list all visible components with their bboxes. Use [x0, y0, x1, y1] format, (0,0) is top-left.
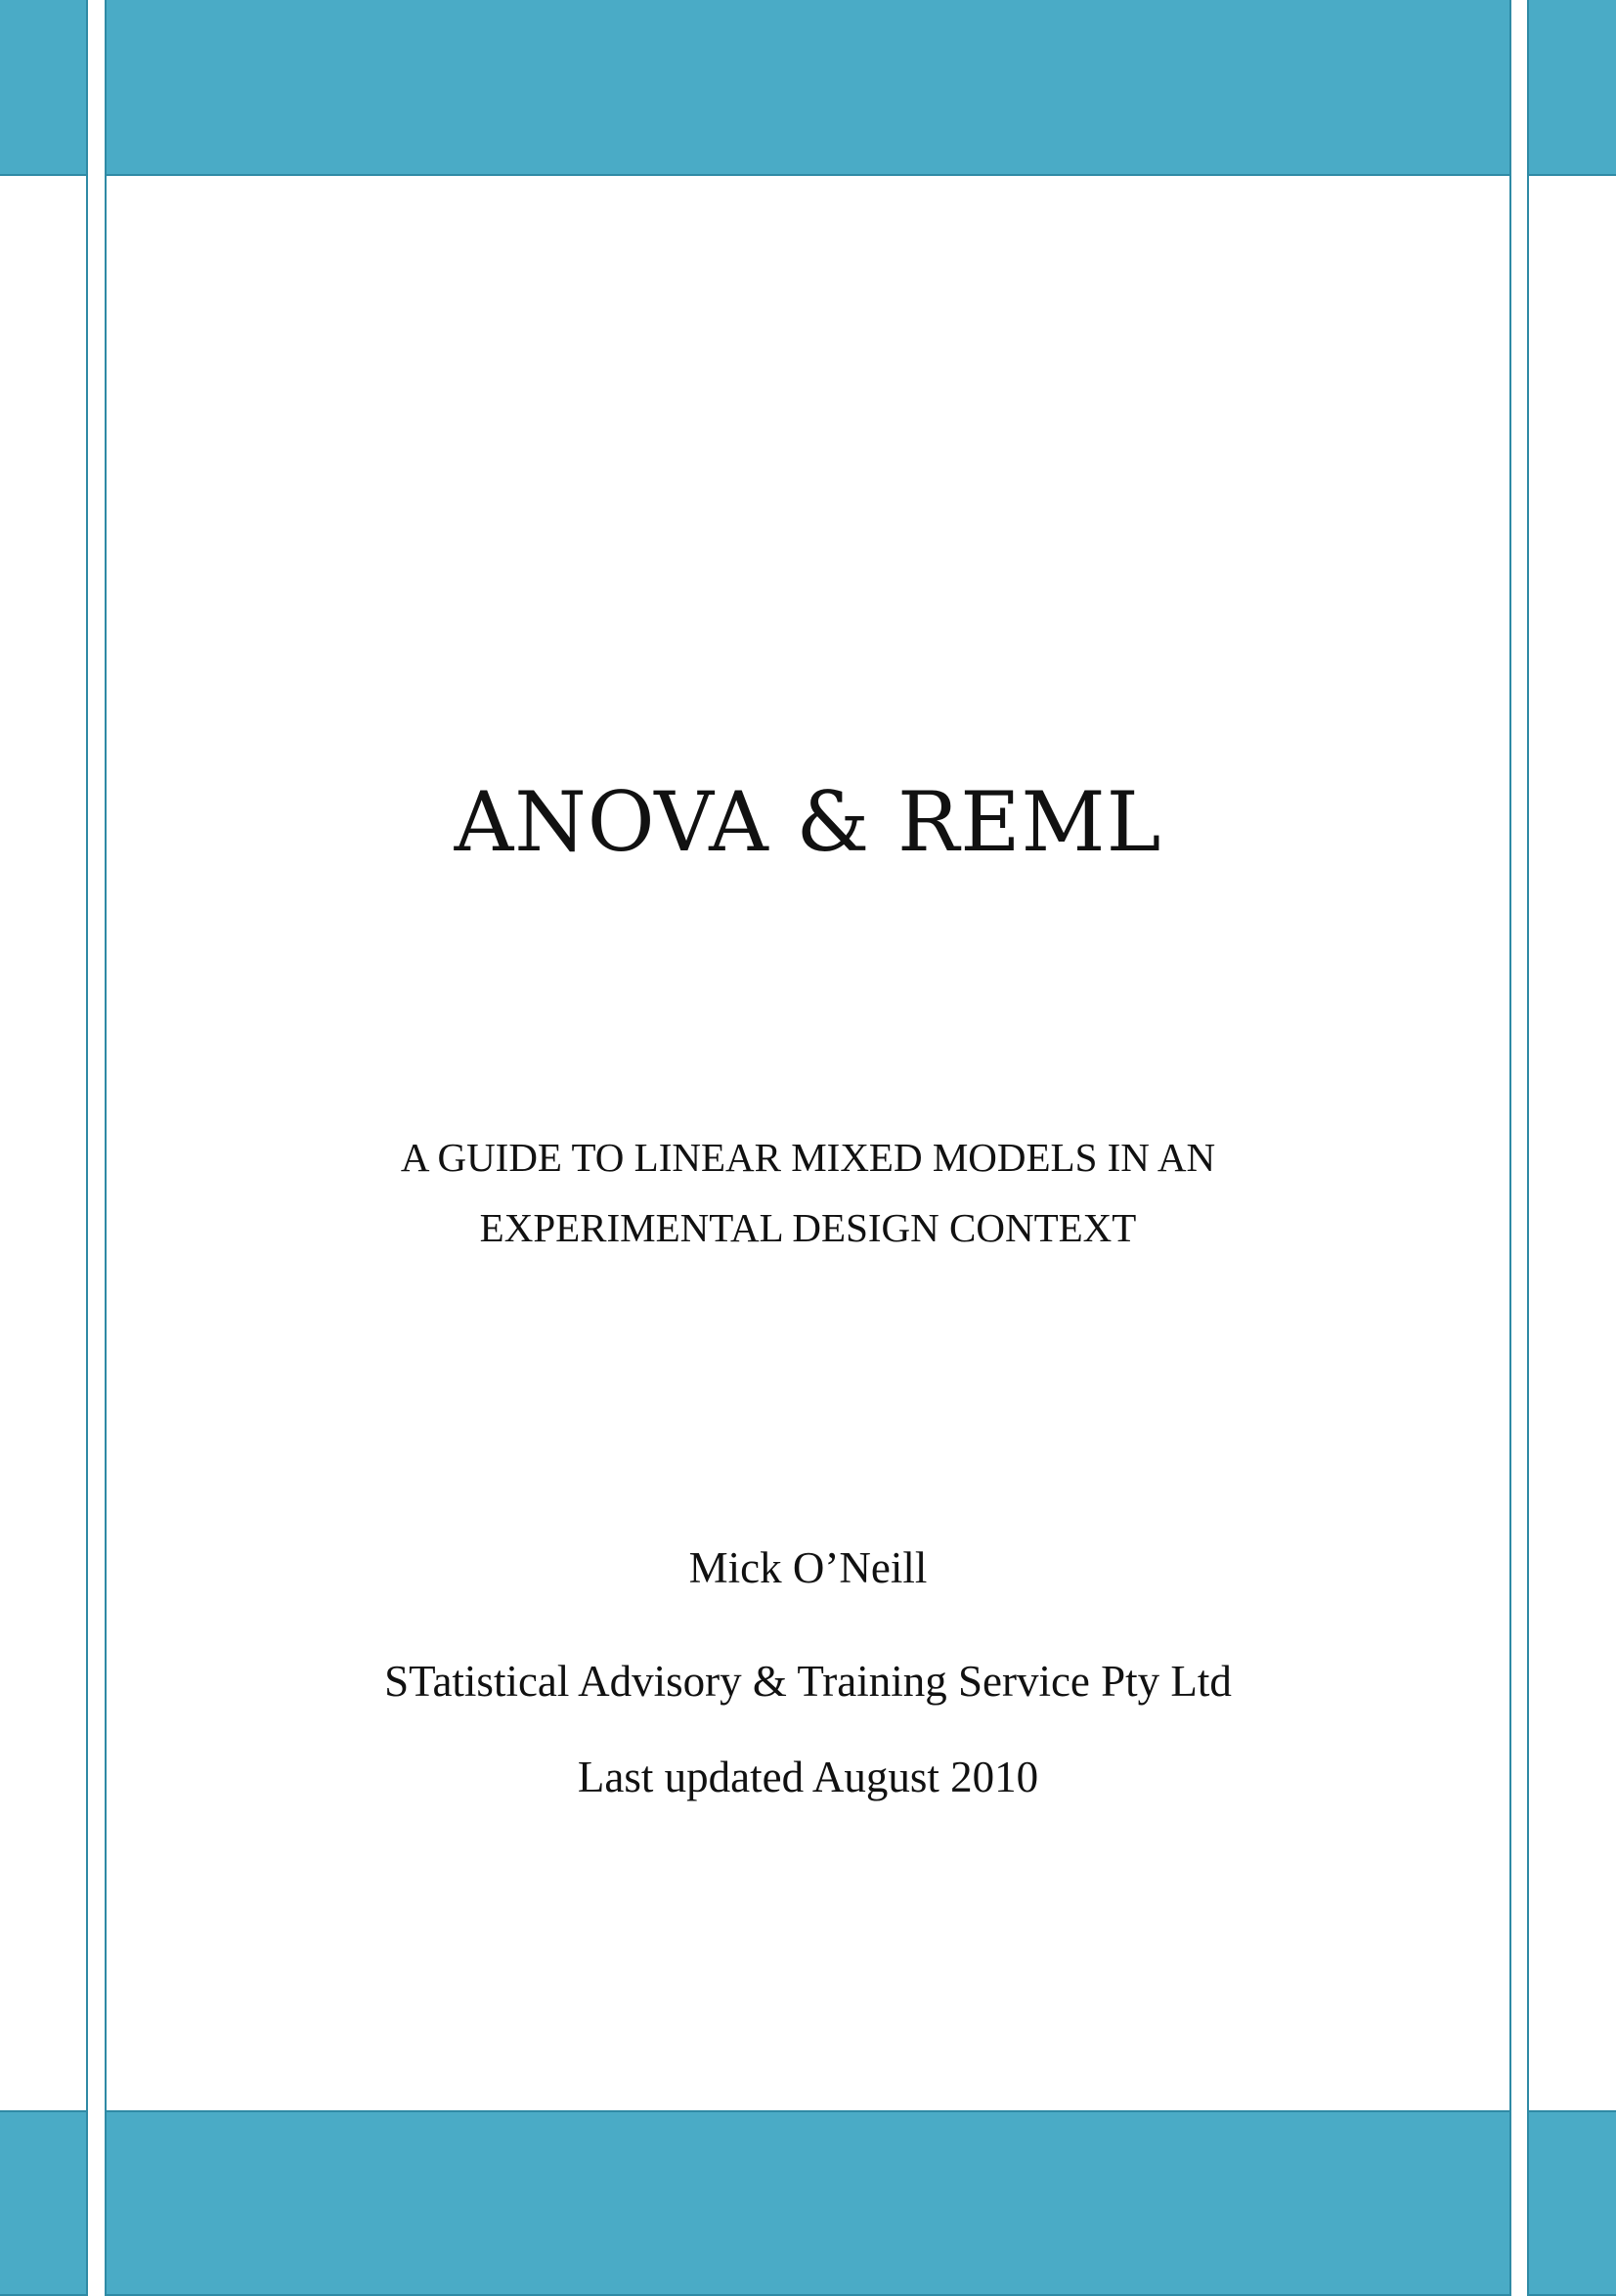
document-subtitle [105, 1122, 1511, 1263]
bottom-center-band [105, 2110, 1511, 2296]
subtitle-line-1: A GUIDE TO LINEAR MIXED MODELS IN AN [400, 1135, 1216, 1180]
right-outer-rule [1527, 0, 1529, 2286]
bottom-right-band [1527, 2110, 1616, 2296]
document-title: ANOVA & REML [454, 774, 1162, 870]
top-left-band [0, 0, 88, 176]
organisation-name: STatistical Advisory & Training Service Pty Ltd [384, 1657, 1232, 1706]
left-outer-rule [86, 0, 88, 2286]
top-center-band [105, 0, 1511, 176]
top-right-band [1527, 0, 1616, 176]
subtitle-line-2: EXPERIMENTAL DESIGN CONTEXT [479, 1205, 1137, 1250]
bottom-left-band [0, 2110, 88, 2296]
last-updated: Last updated August 2010 [577, 1753, 1039, 1801]
author-name: Mick O’Neill [688, 1543, 928, 1592]
